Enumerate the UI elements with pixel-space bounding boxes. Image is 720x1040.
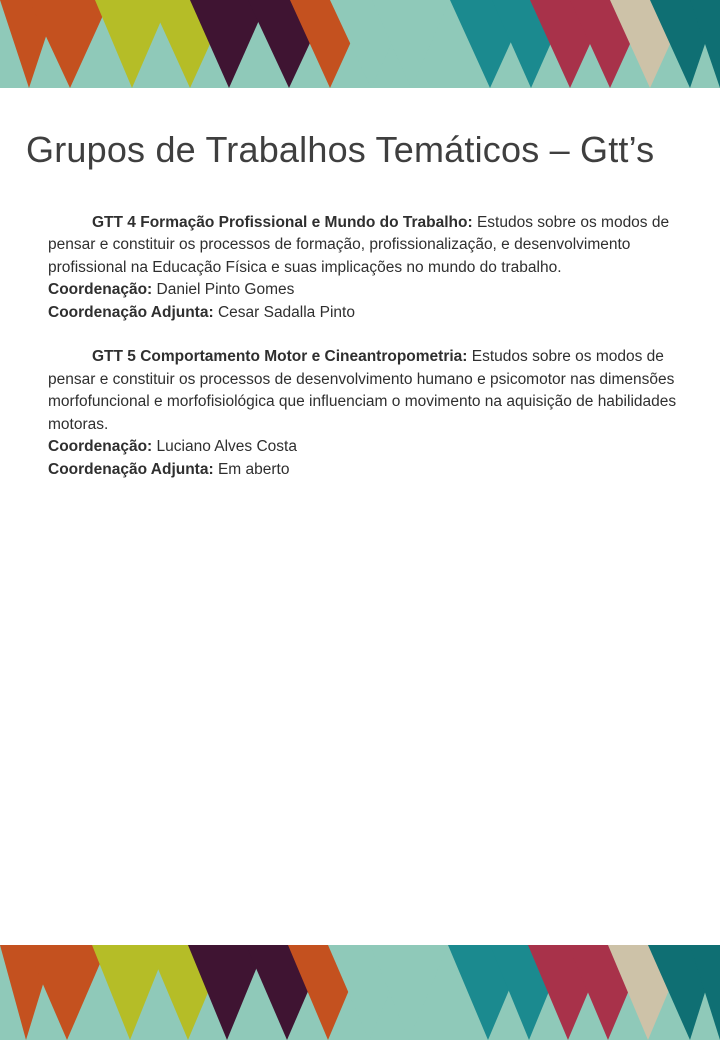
coordination-line bbox=[48, 436, 680, 458]
coordination-line bbox=[48, 279, 680, 301]
top-decorative-band bbox=[0, 0, 720, 93]
top-triangle-pattern bbox=[0, 0, 720, 93]
coordination-value: Daniel Pinto Gomes bbox=[152, 281, 295, 299]
adjunct-coordination-value: Em aberto bbox=[213, 460, 290, 478]
adjunct-coordination-line bbox=[48, 459, 680, 481]
gtt-block bbox=[48, 346, 680, 481]
gtt-paragraph bbox=[48, 212, 680, 279]
gtt-paragraph bbox=[48, 346, 680, 436]
coordination-label: Coordenação: bbox=[48, 438, 153, 456]
gtt-description: Estudos sobre os modos de pensar e constituir os processos de formação, profissionalização, e desenvolvimento profissional na Educação Física e suas implicações no mundo do trabalho. bbox=[48, 214, 670, 276]
adjunct-coordination-line bbox=[48, 302, 680, 324]
adjunct-coordination-label: Coordenação Adjunta: bbox=[48, 303, 214, 321]
gtt-block bbox=[48, 212, 680, 324]
page-title: Grupos de Trabalhos Temáticos – Gtt’s bbox=[26, 129, 655, 170]
coordination-label: Coordenação: bbox=[48, 281, 153, 299]
gtt-heading: GTT 5 Comportamento Motor e Cineantropometria: bbox=[92, 348, 468, 366]
bottom-triangle-pattern bbox=[0, 940, 720, 1040]
bottom-decorative-band bbox=[0, 940, 720, 1040]
coordination-value: Luciano Alves Costa bbox=[152, 438, 297, 456]
gtt-description: Estudos sobre os modos de pensar e constituir os processos de desenvolvimento humano e psicomotor nas dimensões morfofuncional e morfofisiológica que influenciam o movimento na aquisição de habilidades motoras. bbox=[48, 348, 677, 433]
slide-body bbox=[48, 212, 680, 481]
gtt-heading: GTT 4 Formação Profissional e Mundo do Trabalho: bbox=[92, 214, 473, 231]
block-gap bbox=[48, 324, 680, 346]
adjunct-coordination-label: Coordenação Adjunta: bbox=[48, 460, 214, 478]
adjunct-coordination-value: Cesar Sadalla Pinto bbox=[213, 303, 355, 321]
